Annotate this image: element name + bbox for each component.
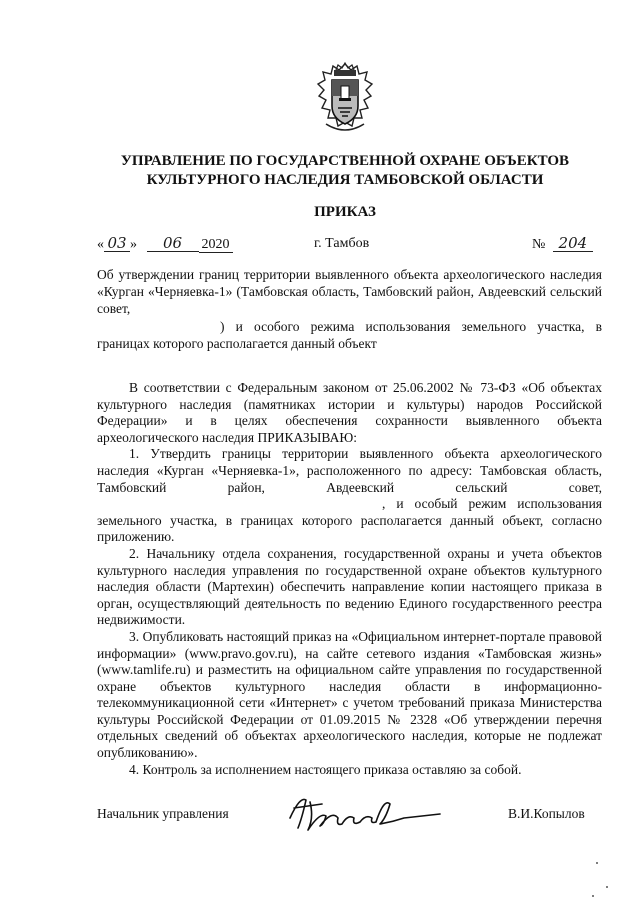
order-city: г. Тамбов: [314, 236, 370, 251]
date-open-quote: «: [97, 237, 104, 252]
order-date: [97, 236, 233, 253]
order-body: [97, 380, 602, 778]
signatory-position: Начальник управления: [97, 806, 229, 821]
signatory-name: В.И.Копылов: [508, 806, 585, 821]
order-item-1-part-a: 1. Утвердить границы территории выявленного объекта археологического наследия «Курган «Черняевка-1», расположенного по адресу: Тамбовская область, Тамбовский район, Авдеевский сельский совет,: [97, 446, 602, 495]
subject-line2: ) и особого режима использования земельного участка, в границах которого располагается данный объект: [97, 318, 602, 351]
preamble-paragraph: В соответствии с Федеральным законом от 25.06.2002 № 73-ФЗ «Об объектах культурного наследия (памятниках истории и культуры) народов Российской Федерации» и в целях обеспечения сохранности выявленного объекта археологического наследия ПРИКАЗЫВАЮ:: [97, 380, 602, 445]
order-number: [532, 236, 593, 253]
order-item-3: 3. Опубликовать настоящий приказ на «Официальном интернет-портале правовой информации» (www.pravo.gov.ru), на сайте сетевого издания «Тамбовская жизнь» (www.tamlife.ru) и разместить на официальном сайте управления по государственной охране объектов культурного наследия области в информационно-телекоммуникационной сети «Интернет» с учетом требований приказа Министерства культуры Российской Федерации от 01.09.2015 № 2328 «Об утверждении перечня отдельных сведений об объектах археологического наследия, которые не подлежат опубликованию».: [97, 628, 602, 761]
tambov-coat-of-arms-icon: [316, 62, 374, 136]
organization-header: [80, 152, 610, 190]
order-item-1-part-b: , и особый режим использования земельного участка, в границах которого располагается данный объект, согласно приложению.: [97, 496, 602, 545]
order-number-value: 204: [553, 236, 593, 252]
scan-speck: [596, 862, 598, 864]
organization-name-line1: УПРАВЛЕНИЕ ПО ГОСУДАРСТВЕННОЙ ОХРАНЕ ОБЪЕКТОВ: [120, 153, 570, 169]
organization-name-line2: КУЛЬТУРНОГО НАСЛЕДИЯ ТАМБОВСКОЙ ОБЛАСТИ: [146, 172, 544, 188]
date-close-quote: »: [130, 237, 137, 252]
date-day: 03: [104, 236, 130, 252]
date-year: 2020: [199, 237, 233, 253]
date-month: 06: [147, 236, 199, 252]
order-item-1: [97, 446, 602, 546]
scan-speck: [606, 886, 608, 888]
scan-speck: [592, 895, 594, 897]
subject-line1: Об утверждении границ территории выявленного объекта археологического наследия «Курган «Черняевка-1» (Тамбовская область, Тамбовский район, Авдеевский сельский совет,: [97, 267, 602, 317]
order-subject: [97, 266, 602, 352]
handwritten-signature: [280, 788, 450, 838]
document-type-title: ПРИКАЗ: [314, 204, 376, 220]
order-item-2: 2. Начальнику отдела сохранения, государственной охраны и учета объектов культурного наследия управления по государственной охране объектов культурного наследия области (Мартехин) обеспечить направление копии настоящего приказа в орган, осуществляющий деятельность по ведению Единого государственного реестра недвижимости.: [97, 545, 602, 628]
order-number-label: №: [532, 237, 546, 252]
order-item-4: 4. Контроль за исполнением настоящего приказа оставляю за собой.: [129, 761, 522, 777]
